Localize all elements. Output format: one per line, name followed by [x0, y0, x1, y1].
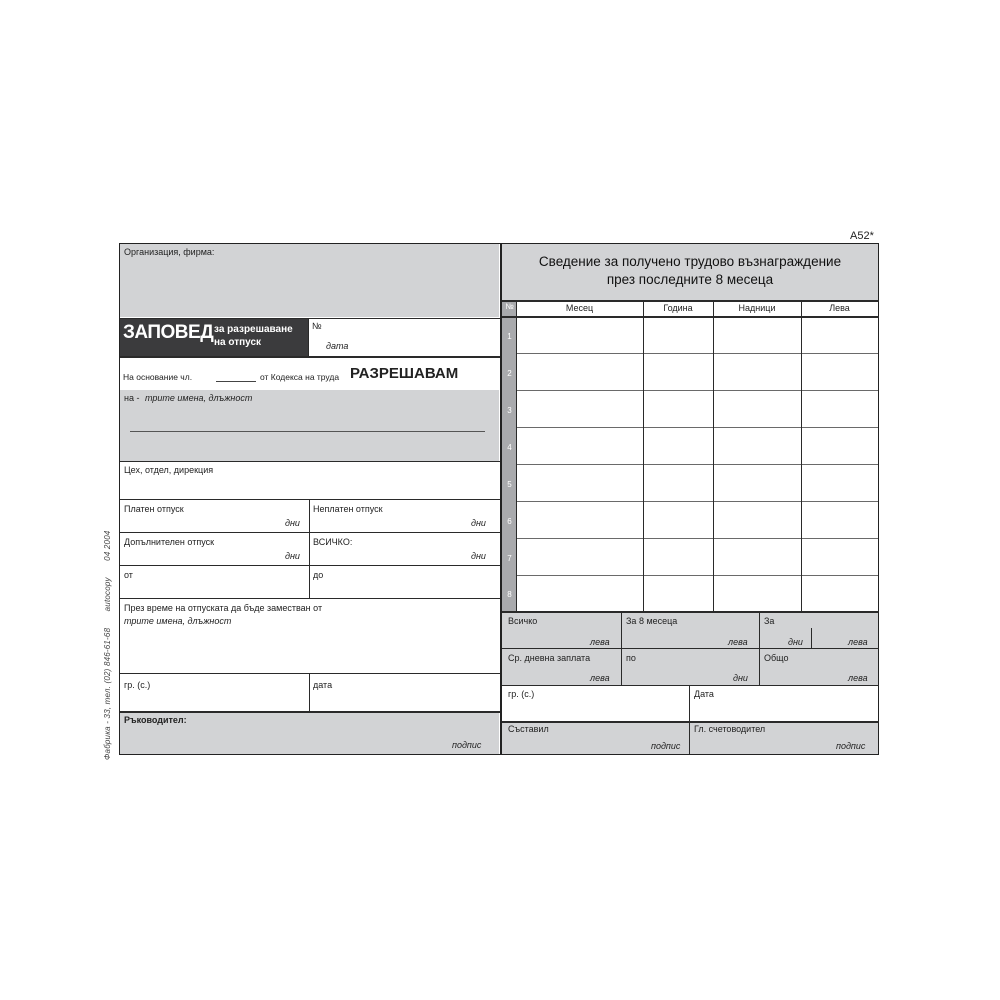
- heading-line-2: през последните 8 месеца: [606, 272, 774, 287]
- paid-leave-label: Платен отпуск: [124, 504, 184, 514]
- unpaid-leave-days: дни: [471, 518, 486, 528]
- heading-line-1: Сведение за получено трудово възнаграждение: [538, 254, 842, 269]
- side-print: [103, 517, 112, 761]
- to-label: до: [313, 570, 324, 580]
- side-print-publisher: Фабрика - 33, тел. (02) 846-61-68: [103, 627, 112, 760]
- chief-accountant-label: Гл. счетоводител: [694, 724, 766, 734]
- row-number: 2: [507, 369, 512, 378]
- total-leva: лева: [590, 637, 610, 647]
- manager-label: Ръководител:: [124, 715, 187, 725]
- date-label-2: дата: [313, 680, 333, 690]
- overall-leva: лева: [848, 673, 868, 683]
- col-month-header: Месец: [565, 303, 594, 313]
- row-number: 6: [507, 517, 512, 526]
- row-number: 1: [507, 332, 512, 341]
- for-label: За: [764, 616, 775, 626]
- name-prefix: на -: [124, 393, 140, 403]
- total-label: Всичко: [508, 616, 538, 626]
- date-label: дата: [326, 341, 349, 351]
- name-hint: трите имена, длъжност: [145, 393, 253, 403]
- for-8-months-label: За 8 месеца: [626, 616, 678, 626]
- row-number: 4: [507, 443, 512, 452]
- total-leave-days: дни: [471, 551, 486, 561]
- article-blank[interactable]: [216, 381, 256, 382]
- total-leave-label: ВСИЧКО:: [313, 537, 353, 547]
- form-code: А52*: [850, 230, 874, 242]
- side-print-year: 04 2004: [103, 530, 112, 561]
- authorize-label: РАЗРЕШАВАМ: [350, 365, 459, 382]
- avg-daily-pay-leva: лева: [590, 673, 610, 683]
- city-label-right: гр. (с.): [508, 689, 535, 699]
- paid-leave-days: дни: [285, 518, 300, 528]
- order-subtitle-2: на отпуск: [214, 337, 262, 348]
- overall-label: Общо: [764, 653, 789, 663]
- per-label: по: [626, 653, 636, 663]
- from-label: от: [124, 570, 133, 580]
- organization-label: Организация, фирма:: [124, 247, 215, 257]
- col-number-header: №: [505, 302, 514, 311]
- chief-accountant-signature-label: подпис: [836, 741, 866, 751]
- compiled-label: Съставил: [508, 724, 549, 734]
- col-wages-header: Надници: [738, 303, 776, 313]
- additional-leave-days: дни: [285, 551, 300, 561]
- department-label: Цех, отдел, дирекция: [124, 465, 214, 475]
- row-number: 8: [507, 590, 512, 599]
- basis-middle: от Кодекса на труда: [260, 372, 340, 382]
- substitute-hint: трите имена, длъжност: [124, 616, 232, 626]
- row-number: 3: [507, 406, 512, 415]
- for-leva: лева: [848, 637, 868, 647]
- basis-prefix: На основание чл.: [123, 372, 193, 382]
- row-number: 5: [507, 480, 512, 489]
- order-subtitle-1: за разрешаване: [214, 324, 293, 335]
- compiled-signature-label: подпис: [651, 741, 681, 751]
- unpaid-leave-label: Неплатен отпуск: [313, 504, 383, 514]
- col-leva-header: Лева: [829, 303, 850, 313]
- col-year-header: Година: [663, 303, 693, 313]
- row-number: 7: [507, 554, 512, 563]
- avg-daily-pay-label: Ср. дневна заплата: [508, 653, 591, 663]
- number-label: №: [312, 321, 322, 331]
- per-days: дни: [733, 673, 748, 683]
- name-underline: [130, 431, 485, 432]
- side-print-type: autocopy: [103, 577, 112, 612]
- right-panel-border: [501, 243, 879, 755]
- manager-signature-label: подпис: [452, 740, 482, 750]
- for-8-months-leva: лева: [728, 637, 748, 647]
- order-title: ЗАПОВЕД: [123, 322, 214, 343]
- additional-leave-label: Допълнителен отпуск: [124, 537, 215, 547]
- city-label: гр. (с.): [124, 680, 151, 690]
- for-days: дни: [788, 637, 803, 647]
- substitute-label: През време на отпуската да бъде заместван от: [124, 603, 323, 613]
- date-label-right: Дата: [694, 689, 714, 699]
